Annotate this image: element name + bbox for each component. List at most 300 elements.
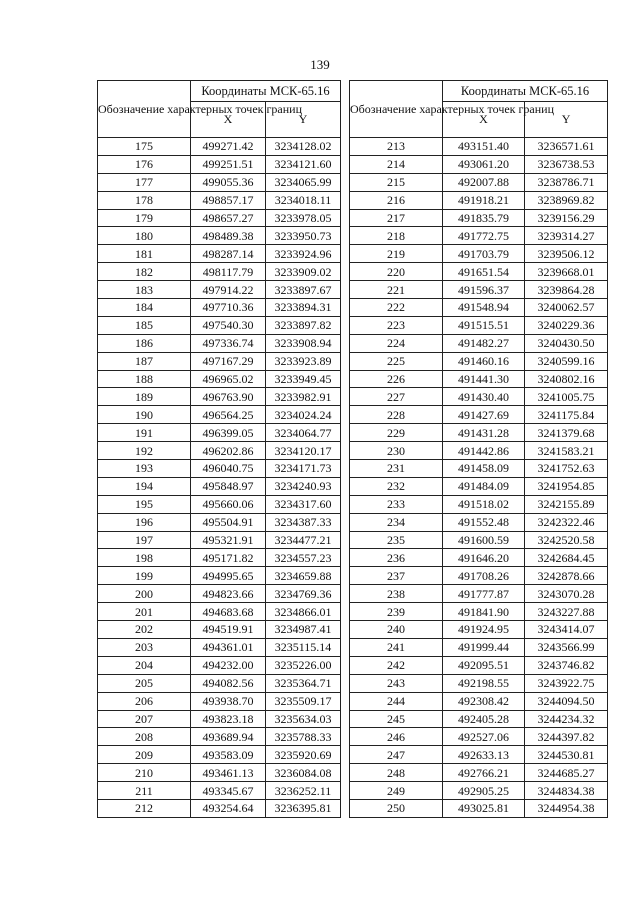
y-coordinate: 3244685.27	[525, 764, 608, 782]
x-coordinate: 491924.95	[443, 621, 525, 639]
column-gap	[341, 477, 350, 495]
point-number: 244	[350, 692, 443, 710]
column-gap	[341, 799, 350, 817]
table-header	[98, 81, 608, 138]
x-coordinate: 491772.75	[443, 227, 525, 245]
column-gap	[341, 692, 350, 710]
x-coordinate: 492198.55	[443, 674, 525, 692]
column-gap	[341, 442, 350, 460]
column-gap	[341, 621, 350, 639]
table-row	[98, 674, 608, 692]
column-gap	[341, 656, 350, 674]
x-column-header: X	[191, 102, 266, 138]
table-row	[98, 138, 608, 156]
point-number: 196	[98, 513, 191, 531]
column-gap	[341, 531, 350, 549]
table-row	[98, 495, 608, 513]
x-coordinate: 496040.75	[191, 460, 266, 478]
point-number: 188	[98, 370, 191, 388]
y-coordinate: 3236395.81	[266, 799, 341, 817]
point-number: 214	[350, 155, 443, 173]
x-coordinate: 494232.00	[191, 656, 266, 674]
point-number: 177	[98, 173, 191, 191]
x-coordinate: 491552.48	[443, 513, 525, 531]
table-row	[98, 746, 608, 764]
column-gap	[341, 388, 350, 406]
y-coordinate: 3239864.28	[525, 281, 608, 299]
column-gap	[341, 638, 350, 656]
y-coordinate: 3234866.01	[266, 603, 341, 621]
y-coordinate: 3234171.73	[266, 460, 341, 478]
point-number: 240	[350, 621, 443, 639]
table-row	[98, 585, 608, 603]
y-coordinate: 3240599.16	[525, 352, 608, 370]
x-coordinate: 491548.94	[443, 299, 525, 317]
x-coordinate: 492905.25	[443, 782, 525, 800]
column-gap	[341, 585, 350, 603]
y-coordinate: 3244834.38	[525, 782, 608, 800]
x-coordinate: 492405.28	[443, 710, 525, 728]
x-coordinate: 496763.90	[191, 388, 266, 406]
point-column-header: Обозначение характерных точек границ	[350, 81, 443, 138]
y-coordinate: 3233982.91	[266, 388, 341, 406]
x-coordinate: 491427.69	[443, 406, 525, 424]
y-coordinate: 3238969.82	[525, 191, 608, 209]
x-coordinate: 493823.18	[191, 710, 266, 728]
table-row	[98, 621, 608, 639]
x-coordinate: 491646.20	[443, 549, 525, 567]
x-coordinate: 497167.29	[191, 352, 266, 370]
table-row	[98, 603, 608, 621]
y-coordinate: 3244954.38	[525, 799, 608, 817]
point-number: 205	[98, 674, 191, 692]
column-gap	[341, 81, 350, 138]
point-number: 192	[98, 442, 191, 460]
y-coordinate: 3236738.53	[525, 155, 608, 173]
column-gap	[341, 460, 350, 478]
x-coordinate: 491703.79	[443, 245, 525, 263]
y-coordinate: 3236252.11	[266, 782, 341, 800]
table-row	[98, 460, 608, 478]
point-number: 227	[350, 388, 443, 406]
y-coordinate: 3234659.88	[266, 567, 341, 585]
point-number: 200	[98, 585, 191, 603]
coord-system-header: Координаты МСК-65.16	[191, 81, 341, 102]
y-coordinate: 3234064.77	[266, 424, 341, 442]
y-coordinate: 3235788.33	[266, 728, 341, 746]
x-coordinate: 495321.91	[191, 531, 266, 549]
x-coordinate: 496965.02	[191, 370, 266, 388]
y-coordinate: 3243746.82	[525, 656, 608, 674]
x-coordinate: 491600.59	[443, 531, 525, 549]
x-coordinate: 491482.27	[443, 334, 525, 352]
x-coordinate: 496399.05	[191, 424, 266, 442]
point-number: 229	[350, 424, 443, 442]
table-row	[98, 263, 608, 281]
y-coordinate: 3234769.36	[266, 585, 341, 603]
point-number: 232	[350, 477, 443, 495]
table-row	[98, 388, 608, 406]
column-gap	[341, 334, 350, 352]
point-number: 215	[350, 173, 443, 191]
point-number: 191	[98, 424, 191, 442]
column-gap	[341, 245, 350, 263]
x-coordinate: 495171.82	[191, 549, 266, 567]
x-coordinate: 494519.91	[191, 621, 266, 639]
column-gap	[341, 764, 350, 782]
point-number: 211	[98, 782, 191, 800]
x-coordinate: 498117.79	[191, 263, 266, 281]
x-coordinate: 497710.36	[191, 299, 266, 317]
column-gap	[341, 674, 350, 692]
point-number: 233	[350, 495, 443, 513]
table-row	[98, 710, 608, 728]
y-coordinate: 3240802.16	[525, 370, 608, 388]
point-number: 249	[350, 782, 443, 800]
column-gap	[341, 549, 350, 567]
y-coordinate: 3241175.84	[525, 406, 608, 424]
column-gap	[341, 138, 350, 156]
point-number: 216	[350, 191, 443, 209]
y-coordinate: 3233924.96	[266, 245, 341, 263]
point-number: 203	[98, 638, 191, 656]
point-number: 245	[350, 710, 443, 728]
x-column-header: X	[443, 102, 525, 138]
column-gap	[341, 299, 350, 317]
point-number: 186	[98, 334, 191, 352]
table-row	[98, 173, 608, 191]
point-number: 219	[350, 245, 443, 263]
x-coordinate: 491484.09	[443, 477, 525, 495]
point-number: 235	[350, 531, 443, 549]
x-coordinate: 495504.91	[191, 513, 266, 531]
y-coordinate: 3244094.50	[525, 692, 608, 710]
point-number: 217	[350, 209, 443, 227]
y-coordinate: 3234240.93	[266, 477, 341, 495]
point-number: 247	[350, 746, 443, 764]
table-row	[98, 477, 608, 495]
table-row	[98, 406, 608, 424]
point-number: 241	[350, 638, 443, 656]
y-coordinate: 3244530.81	[525, 746, 608, 764]
table-row	[98, 531, 608, 549]
point-number: 207	[98, 710, 191, 728]
column-gap	[341, 728, 350, 746]
column-gap	[341, 227, 350, 245]
y-coordinate: 3239156.29	[525, 209, 608, 227]
y-coordinate: 3239314.27	[525, 227, 608, 245]
point-number: 246	[350, 728, 443, 746]
column-gap	[341, 746, 350, 764]
y-coordinate: 3244397.82	[525, 728, 608, 746]
table-body	[98, 138, 608, 818]
y-coordinate: 3234065.99	[266, 173, 341, 191]
point-number: 180	[98, 227, 191, 245]
point-number: 213	[350, 138, 443, 156]
y-coordinate: 3233909.02	[266, 263, 341, 281]
x-coordinate: 493938.70	[191, 692, 266, 710]
column-gap	[341, 513, 350, 531]
x-coordinate: 492095.51	[443, 656, 525, 674]
y-coordinate: 3243566.99	[525, 638, 608, 656]
x-coordinate: 491515.51	[443, 316, 525, 334]
x-coordinate: 498287.14	[191, 245, 266, 263]
table-row	[98, 764, 608, 782]
y-coordinate: 3233894.31	[266, 299, 341, 317]
point-number: 178	[98, 191, 191, 209]
column-gap	[341, 173, 350, 191]
point-number: 209	[98, 746, 191, 764]
point-number: 183	[98, 281, 191, 299]
y-coordinate: 3238786.71	[525, 173, 608, 191]
point-number: 250	[350, 799, 443, 817]
point-number: 225	[350, 352, 443, 370]
column-gap	[341, 281, 350, 299]
y-coordinate: 3235115.14	[266, 638, 341, 656]
x-coordinate: 493689.94	[191, 728, 266, 746]
table-row	[98, 370, 608, 388]
y-coordinate: 3235634.03	[266, 710, 341, 728]
y-coordinate: 3234557.23	[266, 549, 341, 567]
y-coordinate: 3234387.33	[266, 513, 341, 531]
x-coordinate: 497914.22	[191, 281, 266, 299]
column-gap	[341, 406, 350, 424]
point-number: 221	[350, 281, 443, 299]
y-coordinate: 3241954.85	[525, 477, 608, 495]
x-coordinate: 495848.97	[191, 477, 266, 495]
y-coordinate: 3242684.45	[525, 549, 608, 567]
table-row	[98, 799, 608, 817]
x-coordinate: 494823.66	[191, 585, 266, 603]
x-coordinate: 498489.38	[191, 227, 266, 245]
x-coordinate: 494361.01	[191, 638, 266, 656]
column-gap	[341, 155, 350, 173]
point-number: 212	[98, 799, 191, 817]
table-row	[98, 728, 608, 746]
x-coordinate: 493061.20	[443, 155, 525, 173]
y-coordinate: 3240430.50	[525, 334, 608, 352]
y-coordinate: 3233923.89	[266, 352, 341, 370]
x-coordinate: 491708.26	[443, 567, 525, 585]
column-gap	[341, 316, 350, 334]
table-row	[98, 656, 608, 674]
point-number: 197	[98, 531, 191, 549]
x-coordinate: 494082.56	[191, 674, 266, 692]
x-coordinate: 491430.40	[443, 388, 525, 406]
column-gap	[341, 352, 350, 370]
x-coordinate: 498857.17	[191, 191, 266, 209]
x-coordinate: 491458.09	[443, 460, 525, 478]
point-number: 202	[98, 621, 191, 639]
point-number: 185	[98, 316, 191, 334]
point-number: 175	[98, 138, 191, 156]
x-coordinate: 493461.13	[191, 764, 266, 782]
y-column-header: Y	[525, 102, 608, 138]
x-coordinate: 497336.74	[191, 334, 266, 352]
x-coordinate: 492527.06	[443, 728, 525, 746]
column-gap	[341, 495, 350, 513]
table-row	[98, 442, 608, 460]
y-coordinate: 3236571.61	[525, 138, 608, 156]
table-row	[98, 191, 608, 209]
point-number: 199	[98, 567, 191, 585]
x-coordinate: 497540.30	[191, 316, 266, 334]
point-number: 189	[98, 388, 191, 406]
table-row	[98, 209, 608, 227]
y-coordinate: 3242155.89	[525, 495, 608, 513]
x-coordinate: 493254.64	[191, 799, 266, 817]
table-row	[98, 281, 608, 299]
point-number: 231	[350, 460, 443, 478]
point-number: 236	[350, 549, 443, 567]
x-coordinate: 491518.02	[443, 495, 525, 513]
point-number: 181	[98, 245, 191, 263]
y-coordinate: 3242520.58	[525, 531, 608, 549]
point-number: 222	[350, 299, 443, 317]
y-coordinate: 3239506.12	[525, 245, 608, 263]
point-number: 194	[98, 477, 191, 495]
y-coordinate: 3235364.71	[266, 674, 341, 692]
y-coordinate: 3243414.07	[525, 621, 608, 639]
x-coordinate: 492766.21	[443, 764, 525, 782]
table-row	[98, 155, 608, 173]
point-number: 242	[350, 656, 443, 674]
x-coordinate: 491442.86	[443, 442, 525, 460]
point-column-header: Обозначение характерных точек границ	[98, 81, 191, 138]
y-coordinate: 3235226.00	[266, 656, 341, 674]
y-coordinate: 3243227.88	[525, 603, 608, 621]
y-coordinate: 3243070.28	[525, 585, 608, 603]
y-coordinate: 3234120.17	[266, 442, 341, 460]
point-number: 210	[98, 764, 191, 782]
x-coordinate: 491651.54	[443, 263, 525, 281]
y-coordinate: 3242878.66	[525, 567, 608, 585]
coordinates-table	[97, 80, 608, 818]
point-number: 224	[350, 334, 443, 352]
point-number: 204	[98, 656, 191, 674]
column-gap	[341, 209, 350, 227]
x-coordinate: 492007.88	[443, 173, 525, 191]
table-row	[98, 549, 608, 567]
x-coordinate: 499271.42	[191, 138, 266, 156]
y-coordinate: 3234018.11	[266, 191, 341, 209]
point-number: 198	[98, 549, 191, 567]
y-coordinate: 3235920.69	[266, 746, 341, 764]
x-coordinate: 493583.09	[191, 746, 266, 764]
column-gap	[341, 782, 350, 800]
point-number: 228	[350, 406, 443, 424]
x-coordinate: 493345.67	[191, 782, 266, 800]
x-coordinate: 491596.37	[443, 281, 525, 299]
y-coordinate: 3244234.32	[525, 710, 608, 728]
table-row	[98, 334, 608, 352]
table-row	[98, 638, 608, 656]
y-coordinate: 3242322.46	[525, 513, 608, 531]
x-coordinate: 495660.06	[191, 495, 266, 513]
point-number: 193	[98, 460, 191, 478]
point-number: 208	[98, 728, 191, 746]
table-row	[98, 424, 608, 442]
y-coordinate: 3233978.05	[266, 209, 341, 227]
point-number: 239	[350, 603, 443, 621]
y-coordinate: 3234477.21	[266, 531, 341, 549]
coord-system-header: Координаты МСК-65.16	[443, 81, 608, 102]
x-coordinate: 494683.68	[191, 603, 266, 621]
column-gap	[341, 567, 350, 585]
table-row	[98, 352, 608, 370]
x-coordinate: 491441.30	[443, 370, 525, 388]
x-coordinate: 491835.79	[443, 209, 525, 227]
column-gap	[341, 370, 350, 388]
point-number: 182	[98, 263, 191, 281]
column-gap	[341, 603, 350, 621]
y-coordinate: 3233949.45	[266, 370, 341, 388]
y-coordinate: 3234987.41	[266, 621, 341, 639]
y-coordinate: 3234317.60	[266, 495, 341, 513]
table-row	[98, 299, 608, 317]
y-coordinate: 3240229.36	[525, 316, 608, 334]
y-coordinate: 3234121.60	[266, 155, 341, 173]
x-coordinate: 491999.44	[443, 638, 525, 656]
x-coordinate: 491460.16	[443, 352, 525, 370]
y-coordinate: 3233908.94	[266, 334, 341, 352]
point-number: 187	[98, 352, 191, 370]
y-coordinate: 3240062.57	[525, 299, 608, 317]
y-coordinate: 3236084.08	[266, 764, 341, 782]
x-coordinate: 491918.21	[443, 191, 525, 209]
point-number: 243	[350, 674, 443, 692]
x-coordinate: 496202.86	[191, 442, 266, 460]
point-number: 230	[350, 442, 443, 460]
point-number: 206	[98, 692, 191, 710]
point-number: 190	[98, 406, 191, 424]
point-number: 223	[350, 316, 443, 334]
y-coordinate: 3233897.67	[266, 281, 341, 299]
y-coordinate: 3241752.63	[525, 460, 608, 478]
x-coordinate: 493025.81	[443, 799, 525, 817]
x-coordinate: 496564.25	[191, 406, 266, 424]
x-coordinate: 498657.27	[191, 209, 266, 227]
table-row	[98, 227, 608, 245]
point-number: 238	[350, 585, 443, 603]
x-coordinate: 499055.36	[191, 173, 266, 191]
x-coordinate: 491777.87	[443, 585, 525, 603]
table-row	[98, 567, 608, 585]
y-column-header: Y	[266, 102, 341, 138]
table-row	[98, 245, 608, 263]
x-coordinate: 499251.51	[191, 155, 266, 173]
y-coordinate: 3233950.73	[266, 227, 341, 245]
column-gap	[341, 191, 350, 209]
table-row	[98, 513, 608, 531]
y-coordinate: 3234024.24	[266, 406, 341, 424]
point-number: 218	[350, 227, 443, 245]
point-number: 201	[98, 603, 191, 621]
y-coordinate: 3234128.02	[266, 138, 341, 156]
point-number: 179	[98, 209, 191, 227]
y-coordinate: 3233897.82	[266, 316, 341, 334]
x-coordinate: 491431.28	[443, 424, 525, 442]
x-coordinate: 491841.90	[443, 603, 525, 621]
point-number: 184	[98, 299, 191, 317]
point-number: 248	[350, 764, 443, 782]
table-row	[98, 692, 608, 710]
table-row	[98, 316, 608, 334]
x-coordinate: 493151.40	[443, 138, 525, 156]
x-coordinate: 492633.13	[443, 746, 525, 764]
column-gap	[341, 710, 350, 728]
point-number: 220	[350, 263, 443, 281]
